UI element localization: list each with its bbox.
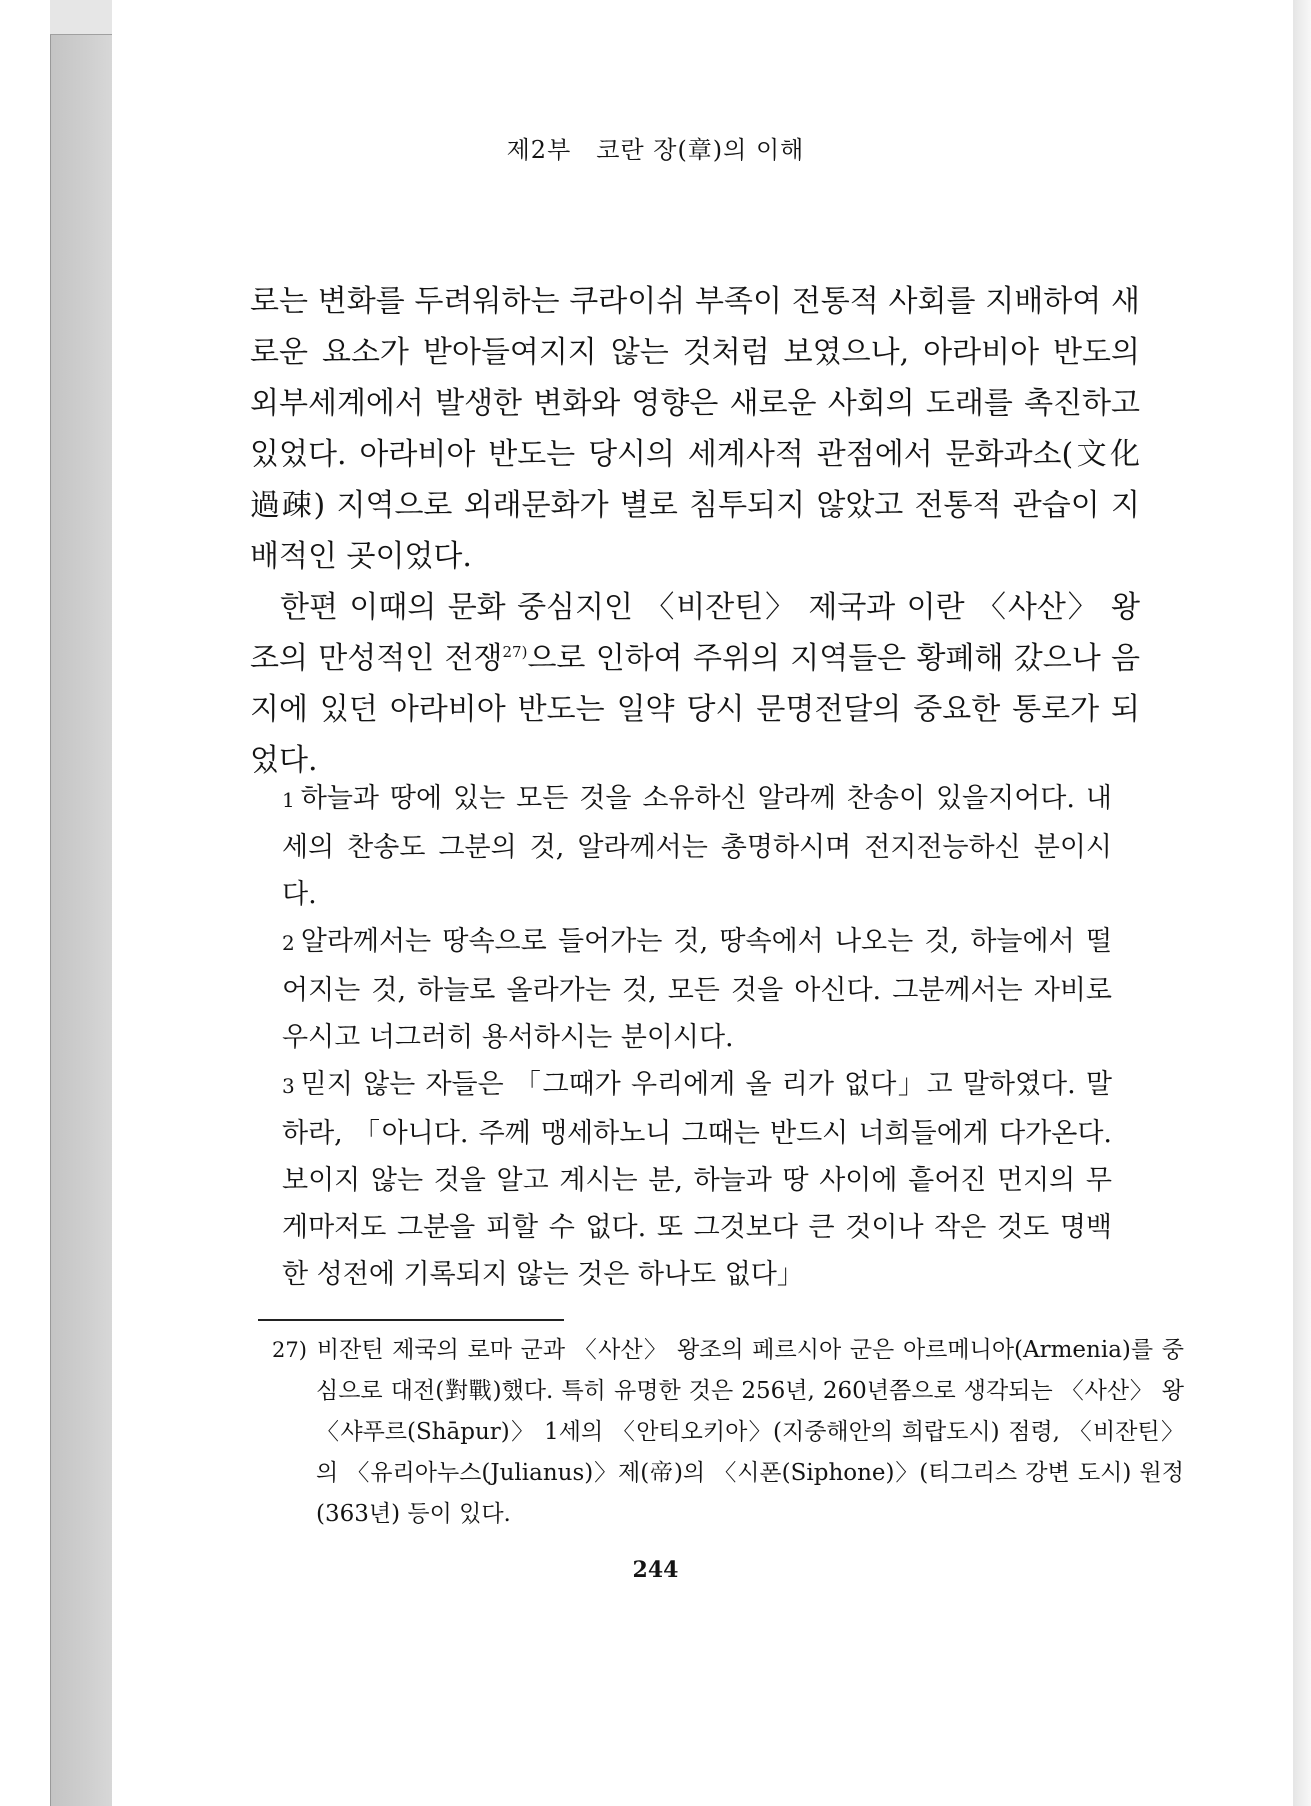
body-paragraph: 로는 변화를 두려워하는 쿠라이쉬 부족이 전통적 사회를 지배하여 새로운 요소가 받아들여지지 않는 것처럼 보였으나, 아라비아 반도의 외부세계에서 발생한 변화와 영향은 새로운 사회의 도래를 촉진하고 있었다. 아라비아 반도는 당시의 세계사적 관점에서 문화과소(文化過疎) 지역으로 외래문화가 별로 침투되지 않았고 전통적 관습이 지배적인 곳이었다. [250,284,1140,574]
verse-list [282,775,1112,1298]
footnote-number: 27) [272,1338,307,1362]
verse-text: 하늘과 땅에 있는 모든 것을 소유하신 알라께 찬송이 있을지어다. 내세의 찬송도 그분의 것, 알라께서는 총명하시며 전지전능하신 분이시다. [282,783,1112,910]
book-page-edge [1293,0,1311,1806]
verse-number: 3 [282,1074,295,1098]
verse-number: 1 [282,788,295,812]
body-paragraph [250,582,1140,786]
body-text-segment: 한편 이때의 문화 중심지인 〈비잔틴〉 제국과 이란 〈사산〉 왕조의 만성적인 전쟁 [250,590,1140,676]
book-spine-top [50,0,112,35]
verse [282,775,1112,918]
verse-text: 알라께서는 땅속으로 들어가는 것, 땅속에서 나오는 것, 하늘에서 떨어지는 것, 하늘로 올라가는 것, 모든 것을 아신다. 그분께서는 자비로우시고 너그러히 용서하시는 분이시다. [282,926,1112,1053]
footnote [272,1330,1184,1535]
verse-text: 믿지 않는 자들은 「그때가 우리에게 올 리가 없다」고 말하였다. 말하라, 「아니다. 주께 맹세하노니 그때는 반드시 너희들에게 다가온다. 보이지 않는 것을 알고 계시는 분, 하늘과 땅 사이에 흩어진 먼지의 무게마저도 그분을 피할 수 없다. 또 그것보다 큰 것이나 작은 것도 명백한 성전에 기록되지 않는 것은 하나도 없다」 [282,1069,1112,1290]
verse [282,1061,1112,1298]
verse [282,918,1112,1061]
footnote-reference[interactable]: 27) [502,643,528,661]
running-head: 제2부 코란 장(章)의 이해 [506,136,805,164]
page-number: 244 [632,1557,679,1583]
footnote-rule [258,1319,564,1321]
book-spine [50,0,114,1806]
verse-number: 2 [282,931,295,955]
body-text [250,276,1140,786]
footnote-text: 비잔틴 제국의 로마 군과 〈사산〉 왕조의 페르시아 군은 아르메니아(Armenia)를 중심으로 대전(對戰)했다. 특히 유명한 것은 256년, 260년쯤으로 생각되는 〈사산〉 왕 〈샤푸르(Shāpur)〉 1세의 〈안티오키아〉(지중해안의 희랍도시) 점령, 〈비잔틴〉의 〈유리아누스(Julianus)〉제(帝)의 〈시폰(Siphone)〉(티그리스 강변 도시) 원정(363년) 등이 있다. [316,1337,1184,1527]
body-text-segment: 으로 인하여 주위의 지역들은 황폐해 갔으나 음지에 있던 아라비아 반도는 일약 당시 문명전달의 중요한 통로가 되었다. [250,641,1140,778]
